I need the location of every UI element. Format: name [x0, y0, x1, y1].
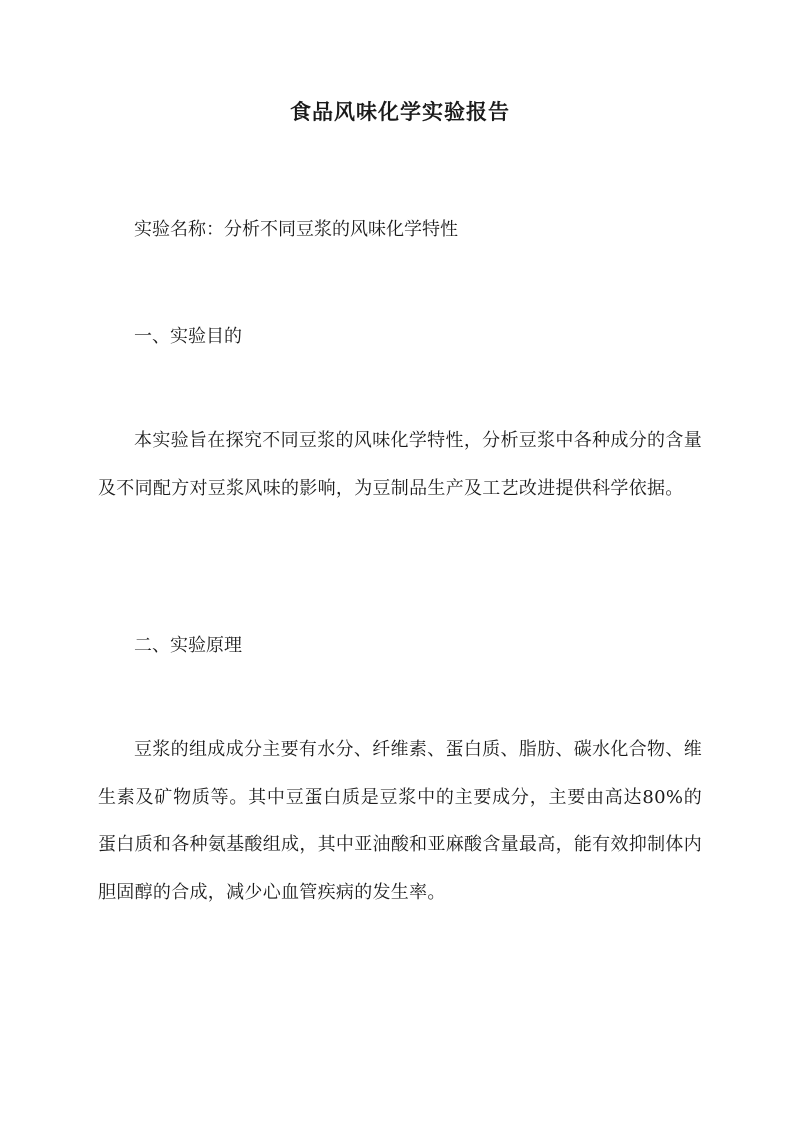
experiment-name: 实验名称：分析不同豆浆的风味化学特性	[134, 219, 458, 240]
section-heading-purpose: 一、实验目的	[134, 326, 242, 347]
section-paragraph-principle: 豆浆的组成成分主要有水分、纤维素、蛋白质、脂肪、碳水化合物、维生素及矿物质等。其中豆蛋白质是豆浆中的主要成分，主要由高达80%的蛋白质和各种氨基酸组成，其中亚油酸和亚麻酸含量最高，能有效抑制体内胆固醇的合成，减少心血管疾病的发生率。	[98, 739, 702, 903]
section-heading-principle: 二、实验原理	[134, 635, 242, 656]
page-title: 食品风味化学实验报告	[290, 99, 510, 124]
section-paragraph-purpose: 本实验旨在探究不同豆浆的风味化学特性，分析豆浆中各种成分的含量及不同配方对豆浆风味的影响，为豆制品生产及工艺改进提供科学依据。	[98, 430, 702, 499]
